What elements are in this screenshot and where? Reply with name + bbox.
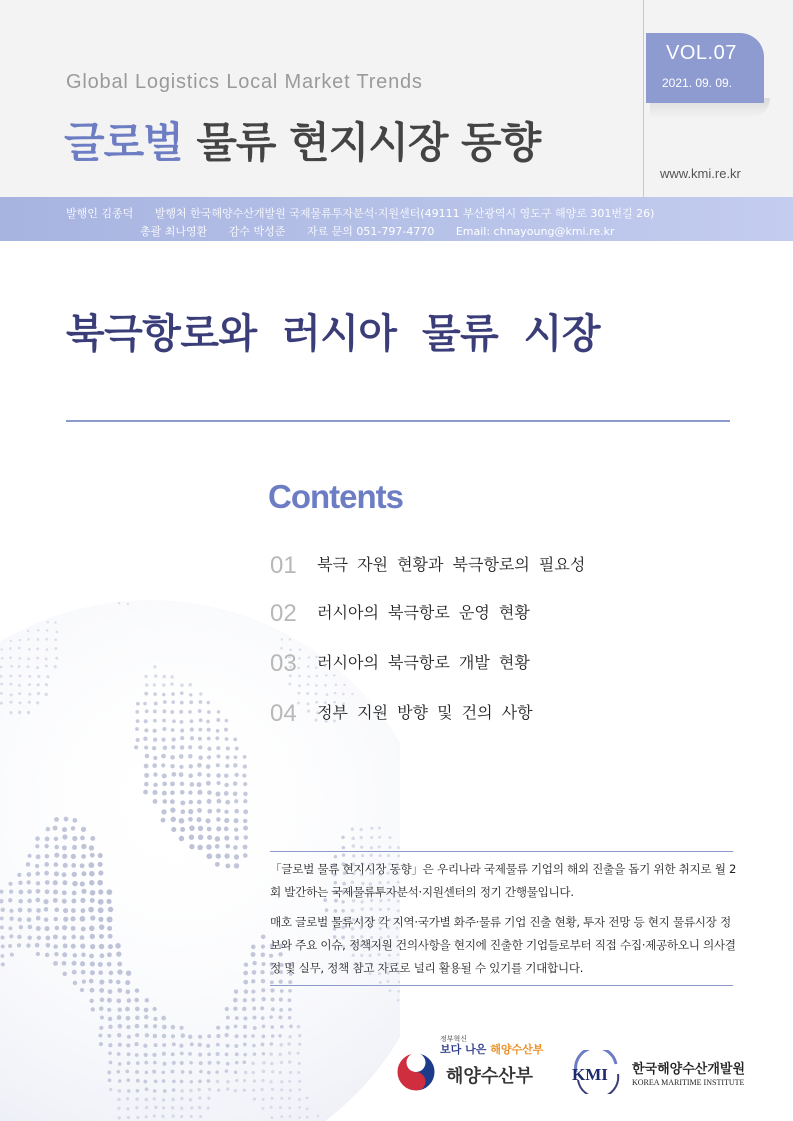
supervisor: 총괄 최나영환 bbox=[140, 225, 208, 238]
ministry-slogan-small: 정부혁신 bbox=[440, 1035, 468, 1043]
publication-title-part2: 물류 현지시장 동향 bbox=[196, 118, 541, 167]
publication-title bbox=[64, 110, 540, 170]
kmi-abbr: KMI bbox=[572, 1065, 608, 1084]
ministry-slogan-b: 해양수산부 bbox=[490, 1043, 544, 1056]
toc-item-1[interactable] bbox=[270, 552, 585, 580]
toc-text: 러시아의 북극항로 개발 현황 bbox=[317, 653, 530, 672]
toc-text: 정부 지원 방향 및 건의 사항 bbox=[317, 703, 533, 722]
reviewer: 감수 박성준 bbox=[228, 225, 286, 238]
toc-item-2[interactable] bbox=[270, 600, 530, 628]
title-divider bbox=[66, 420, 730, 422]
publication-title-part1: 글로벌 bbox=[64, 118, 183, 167]
toc-item-4[interactable] bbox=[270, 700, 533, 728]
toc-number: 02 bbox=[270, 600, 297, 627]
english-subtitle: Global Logistics Local Market Trends bbox=[66, 71, 423, 93]
issue-date: 2021. 09. 09. bbox=[662, 76, 733, 90]
kmi-name-english: KOREA MARITIME INSTITUTE bbox=[632, 1078, 745, 1087]
publisher: 발행인 김종덕 bbox=[66, 207, 134, 220]
description-top-rule bbox=[270, 851, 733, 852]
issuer: 발행처 한국해양수산개발원 국제물류투자분석·지원센터(49111 부산광역시 영도구 해양로 301번길 26) bbox=[154, 207, 655, 220]
contents-heading: Contents bbox=[268, 478, 403, 515]
toc-number: 04 bbox=[270, 700, 297, 727]
description-paragraph-1: 「글로벌 물류 현지시장 동향」은 우리나라 국제물류 기업의 해외 진출을 돕기 위한 취지로 월 2회 발간하는 국제물류투자분석·지원센터의 정기 간행물입니다. bbox=[270, 862, 737, 899]
header-divider bbox=[643, 0, 644, 197]
publisher-info-line-2 bbox=[140, 223, 633, 239]
toc-text: 북극 자원 현황과 북극항로의 필요성 bbox=[317, 555, 586, 574]
publisher-info-line-1 bbox=[66, 205, 672, 221]
description-paragraph-2: 매호 글로벌 물류시장 각 지역·국가별 화주·물류 기업 진출 현황, 투자 전망 등 현지 물류시장 정보와 주요 이슈, 정책지원 건의사항을 현지에 진출한 기업들로부터 직접 수집·제공하오니 의사결정 및 실무, 정책 참고 자료로 널리 활용될 수 있기를 기대합니다. bbox=[270, 915, 736, 975]
toc-item-3[interactable] bbox=[270, 650, 530, 678]
website-link[interactable]: www.kmi.re.kr bbox=[660, 166, 741, 181]
description-bottom-rule bbox=[270, 985, 733, 986]
toc-number: 03 bbox=[270, 650, 297, 677]
ministry-slogan bbox=[440, 1041, 543, 1057]
document-title: 북극항로와 러시아 물류 시장 bbox=[66, 311, 600, 357]
ministry-name: 해양수산부 bbox=[446, 1066, 533, 1087]
volume-label: VOL.07 bbox=[666, 42, 737, 64]
ministry-slogan-a: 보다 나은 bbox=[440, 1043, 487, 1056]
inquiry-phone: 자료 문의 051-797-4770 bbox=[306, 225, 435, 238]
ministry-emblem-icon bbox=[396, 1052, 436, 1092]
contact-email[interactable]: Email: chnayoung@kmi.re.kr bbox=[455, 225, 615, 238]
kmi-name-korean: 한국해양수산개발원 bbox=[632, 1062, 746, 1077]
toc-number: 01 bbox=[270, 552, 297, 579]
kmi-logo-icon bbox=[568, 1050, 624, 1094]
toc-text: 러시아의 북극항로 운영 현황 bbox=[317, 603, 530, 622]
